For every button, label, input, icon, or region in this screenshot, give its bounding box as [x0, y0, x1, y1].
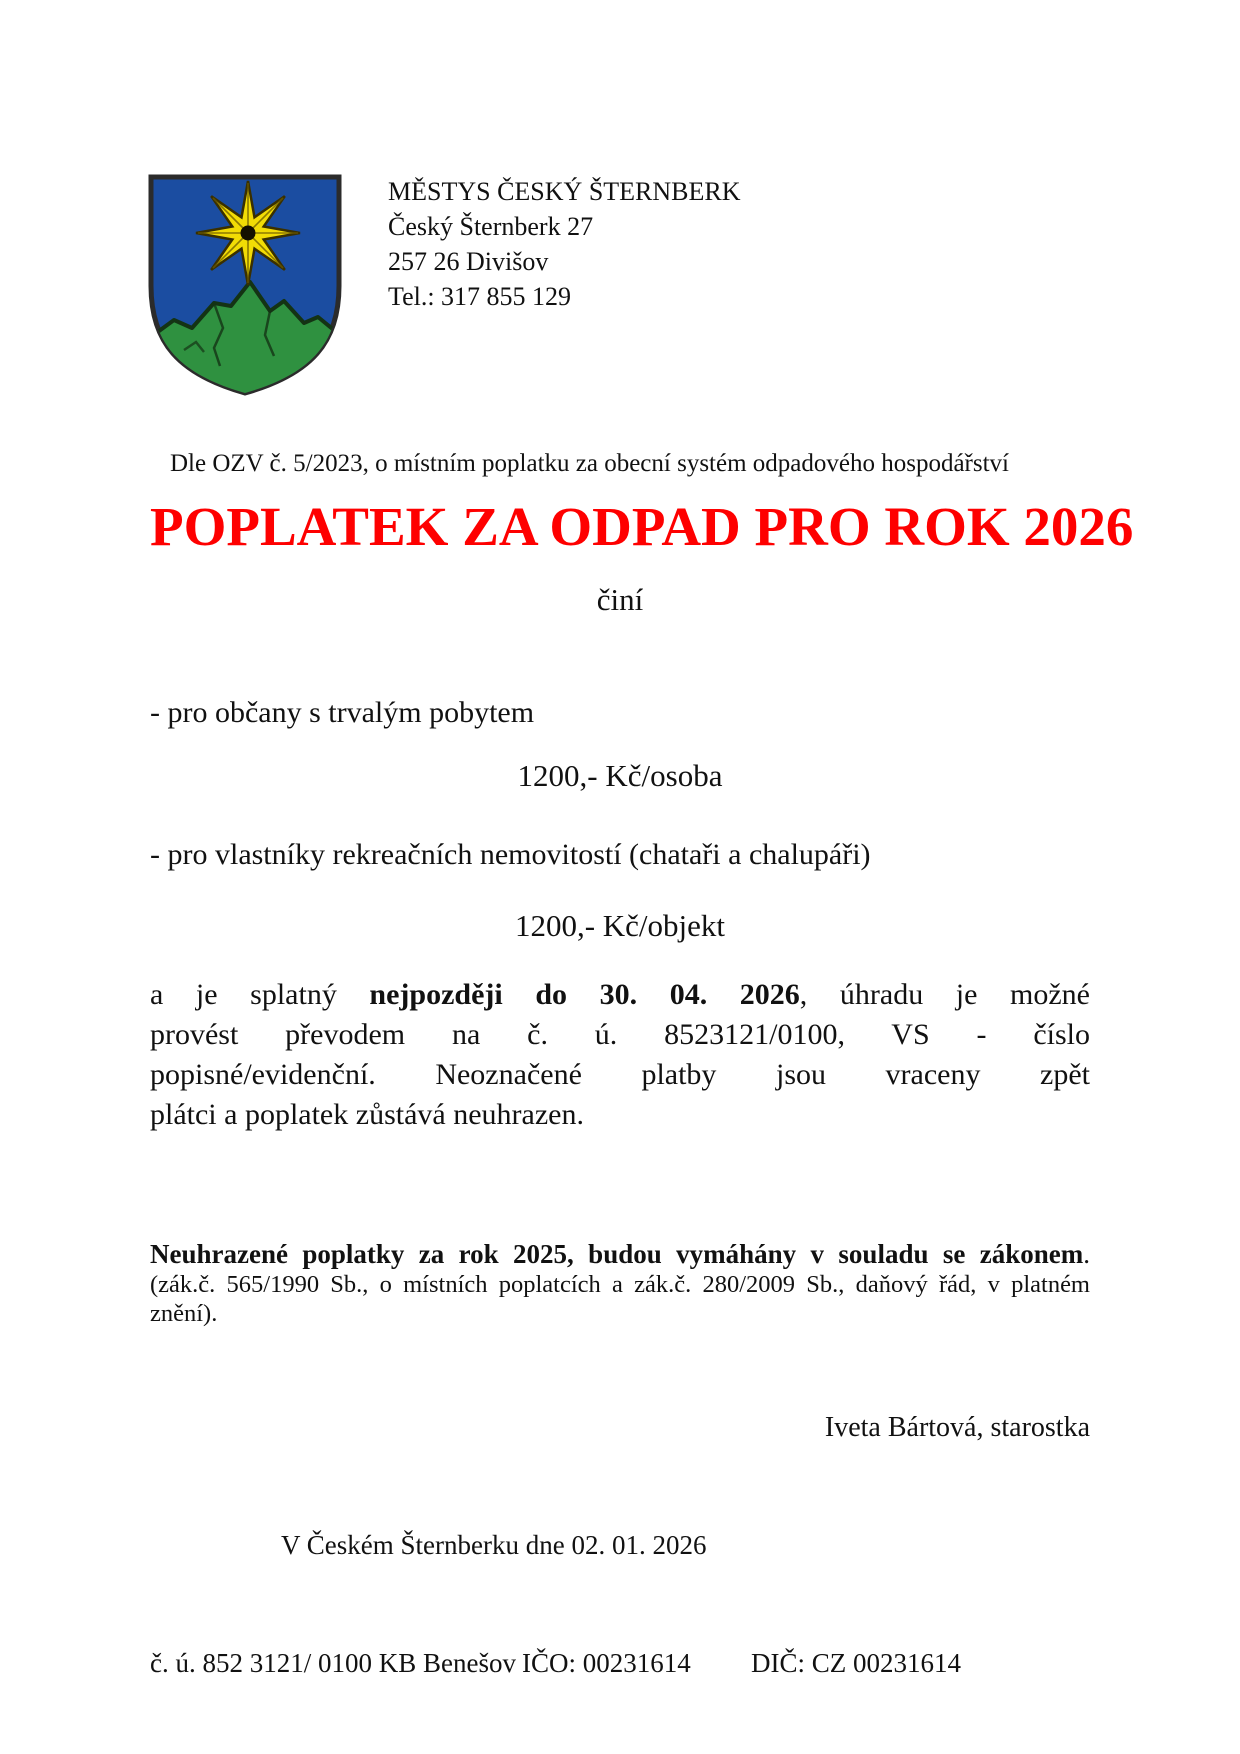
fee-price-per-person: 1200,- Kč/osoba	[517, 758, 723, 793]
municipality-name: MĚSTYS ČESKÝ ŠTERNBERK	[388, 177, 741, 206]
signature-mayor: Iveta Bártová, starostka	[824, 1412, 1090, 1443]
payment-terms-paragraph	[150, 975, 1090, 1135]
ordinance-reference: Dle OZV č. 5/2023, o místním poplatku za obecní systém odpadového hospodářství	[170, 450, 1010, 477]
address-line: 257 26 Divišov	[388, 247, 549, 276]
fee-price-per-object: 1200,- Kč/objekt	[514, 908, 726, 943]
notice-subtitle: činí	[596, 582, 644, 617]
warning-legal-reference: (zák.č. 565/1990 Sb., o místních poplatcích a zák.č. 280/2009 Sb., daňový řád, v platném	[150, 1271, 1090, 1298]
payment-line: popisné/evidenční. Neoznačené platby jsou vraceny zpět	[150, 1058, 1090, 1091]
footer-dic: DIČ: CZ 00231614	[751, 1648, 962, 1678]
payment-text: , úhradu je možné	[799, 978, 1090, 1011]
payment-line: provést převodem na č. ú. 8523121/0100, VS - číslo	[150, 1018, 1090, 1051]
notice-title: POPLATEK ZA ODPAD PRO ROK 2026	[150, 496, 1134, 557]
warning-period: .	[1083, 1239, 1090, 1269]
warning-text: Neuhrazené poplatky za rok 2025, budou vymáhány v souladu se zákonem	[150, 1239, 1084, 1269]
star-center	[241, 226, 256, 241]
footer-ico: IČO: 00231614	[522, 1648, 691, 1678]
warning-bold-line	[150, 1238, 1090, 1270]
unpaid-fees-warning	[150, 1238, 1090, 1328]
payment-deadline: nejpozději do 30. 04. 2026	[369, 978, 800, 1011]
letterhead-address-block	[388, 174, 741, 314]
address-line: Český Šternberk 27	[388, 212, 594, 241]
warning-legal-reference: znění).	[150, 1300, 218, 1327]
fee-item-recreational-owners: - pro vlastníky rekreačních nemovitostí (chataři a chalupáři)	[150, 838, 871, 871]
coat-of-arms-icon	[144, 170, 346, 400]
footer-bank-account: č. ú. 852 3121/ 0100 KB Benešov	[150, 1648, 516, 1678]
phone-line: Tel.: 317 855 129	[388, 282, 572, 311]
payment-text: a je splatný	[150, 978, 370, 1011]
place-date-line: V Českém Šternberku dne 02. 01. 2026	[281, 1530, 707, 1560]
payment-line: plátci a poplatek zůstává neuhrazen.	[150, 1098, 584, 1131]
fee-item-residents: - pro občany s trvalým pobytem	[150, 696, 535, 729]
payment-line	[150, 975, 1090, 1015]
